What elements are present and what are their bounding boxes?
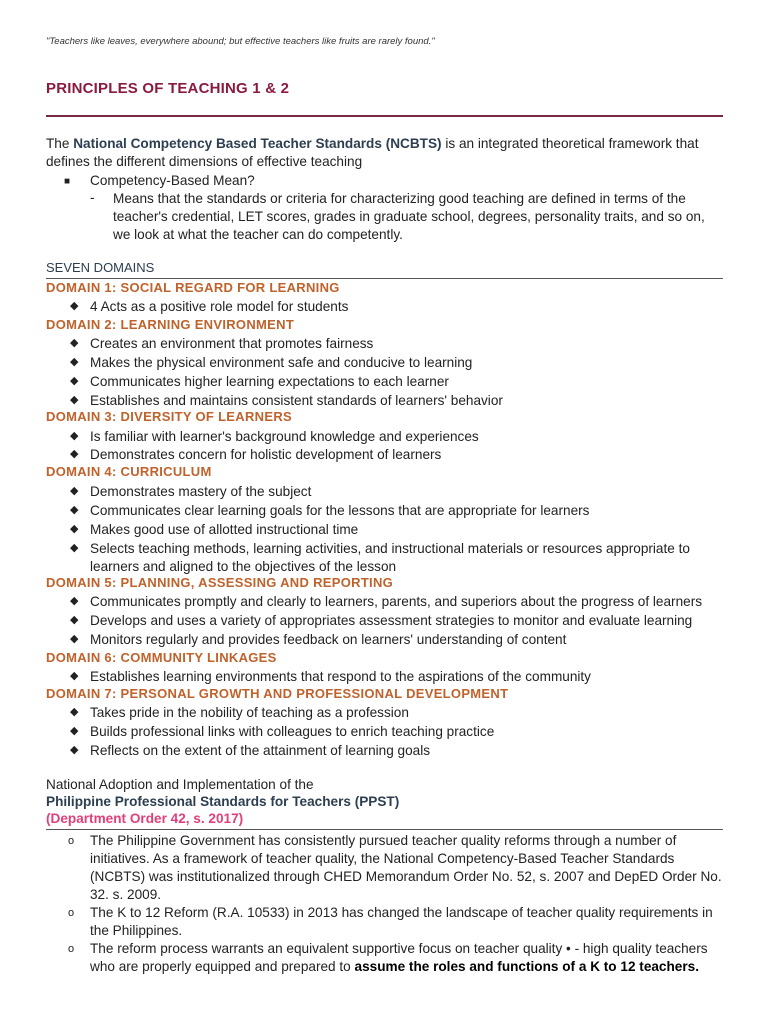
domain-item-text: Reflects on the extent of the attainment of learning goals <box>90 743 431 758</box>
diamond-bullet-icon: ◆ <box>70 300 79 312</box>
epigraph-quote: "Teachers like leaves, everywhere abound; but effective teachers like fruits are rarely found." <box>46 36 435 47</box>
diamond-bullet-icon: ◆ <box>70 375 79 387</box>
diamond-bullet-icon: ◆ <box>70 430 79 442</box>
domain-item-text: Builds professional links with colleagues to enrich teaching practice <box>90 724 495 739</box>
title-divider <box>46 115 723 117</box>
diamond-bullet-icon: ◆ <box>70 744 79 756</box>
circle-item-text-bold: assume the roles and functions of a K to 12 teachers. <box>354 959 699 974</box>
seven-domains-divider <box>46 278 723 279</box>
diamond-bullet-icon: ◆ <box>70 504 79 516</box>
intro-before: The <box>46 136 74 151</box>
circle-item-text: The K to 12 Reform (R.A. 10533) in 2013 has changed the landscape of teacher quality requirements in the Philippines. <box>90 905 713 938</box>
domain-heading: DOMAIN 2: LEARNING ENVIRONMENT <box>46 317 295 332</box>
diamond-bullet-icon: ◆ <box>70 485 79 497</box>
domain-item-text: Communicates higher learning expectations to each learner <box>90 374 449 389</box>
circle-bullet-icon: o <box>68 835 75 847</box>
diamond-bullet-icon: ◆ <box>70 394 79 406</box>
circle-bullet-icon: o <box>68 907 75 919</box>
dash-bullet-icon: - <box>90 190 95 205</box>
domain-item-text: Demonstrates concern for holistic development of learners <box>90 447 442 462</box>
domain-item-text: Demonstrates mastery of the subject <box>90 484 312 499</box>
square-bullet-text: Competency-Based Mean? <box>90 173 255 188</box>
adoption-line-1: National Adoption and Implementation of the <box>46 777 314 792</box>
domain-item-text: Creates an environment that promotes fairness <box>90 336 374 351</box>
adoption-divider <box>46 829 723 830</box>
domain-heading: DOMAIN 5: PLANNING, ASSESSING AND REPORTING <box>46 575 394 590</box>
diamond-bullet-icon: ◆ <box>70 670 79 682</box>
domain-heading: DOMAIN 7: PERSONAL GROWTH AND PROFESSIONAL DEVELOPMENT <box>46 686 509 701</box>
domain-item-text: Communicates clear learning goals for the lessons that are appropriate for learners <box>90 503 590 518</box>
domain-heading: DOMAIN 3: DIVERSITY OF LEARNERS <box>46 409 292 424</box>
diamond-bullet-icon: ◆ <box>70 706 79 718</box>
diamond-bullet-icon: ◆ <box>70 448 79 460</box>
circle-item-text: The Philippine Government has consistently pursued teacher quality reforms through a number of initiatives. As a framework of teacher quality, the National Competency-Based Teacher Standards (NCBTS) was institutionalized through CHED Memorandum Order No. 52, s. 2007 and DepED Order No. 32. s. 2009. <box>90 833 722 902</box>
page-title: PRINCIPLES OF TEACHING 1 & 2 <box>46 80 290 97</box>
domain-heading: DOMAIN 6: COMMUNITY LINKAGES <box>46 650 277 665</box>
domain-item-text: Establishes learning environments that respond to the aspirations of the community <box>90 669 591 684</box>
diamond-bullet-icon: ◆ <box>70 356 79 368</box>
circle-item-text-plain: The reform process warrants an equivalent supportive focus on teacher quality • - high quality teachers who are properly equipped and prepared to <box>90 941 708 974</box>
intro-paragraph <box>46 135 726 171</box>
intro-after: is an integrated theoretical framework that defines the different dimensions of effective teaching <box>46 136 699 169</box>
domain-item-text: Makes good use of allotted instructional time <box>90 522 359 537</box>
domain-item-text: Selects teaching methods, learning activities, and instructional materials or resources appropriate to learners and aligned to the objectives of the lesson <box>90 541 690 574</box>
diamond-bullet-icon: ◆ <box>70 725 79 737</box>
diamond-bullet-icon: ◆ <box>70 633 79 645</box>
domain-heading: DOMAIN 1: SOCIAL REGARD FOR LEARNING <box>46 280 340 295</box>
intro-bold: National Competency Based Teacher Standards (NCBTS) <box>73 136 442 151</box>
circle-item-text <box>90 940 725 976</box>
domain-item-text: 4 Acts as a positive role model for students <box>90 299 349 314</box>
domain-item-text: Monitors regularly and provides feedback on learners' understanding of content <box>90 632 567 647</box>
adoption-line-3: (Department Order 42, s. 2017) <box>46 811 244 826</box>
diamond-bullet-icon: ◆ <box>70 523 79 535</box>
diamond-bullet-icon: ◆ <box>70 337 79 349</box>
domain-item-text: Takes pride in the nobility of teaching as a profession <box>90 705 409 720</box>
domain-heading: DOMAIN 4: CURRICULUM <box>46 464 212 479</box>
adoption-line-2: Philippine Professional Standards for Teachers (PPST) <box>46 794 400 809</box>
seven-domains-heading: SEVEN DOMAINS <box>46 260 155 275</box>
diamond-bullet-icon: ◆ <box>70 542 79 554</box>
diamond-bullet-icon: ◆ <box>70 595 79 607</box>
domain-item-text: Establishes and maintains consistent standards of learners' behavior <box>90 393 503 408</box>
diamond-bullet-icon: ◆ <box>70 614 79 626</box>
dash-bullet-text: Means that the standards or criteria for characterizing good teaching are defined in terms of the teacher's credential, LET scores, grades in graduate school, degrees, personality traits, and so on, we look at what the teacher can do competently. <box>113 191 705 242</box>
circle-bullet-icon: o <box>68 943 75 955</box>
domain-item-text: Makes the physical environment safe and conducive to learning <box>90 355 473 370</box>
square-bullet-icon: ■ <box>64 176 71 187</box>
domain-item-text: Is familiar with learner's background knowledge and experiences <box>90 429 479 444</box>
domain-item-text: Communicates promptly and clearly to learners, parents, and superiors about the progress of learners <box>90 594 703 609</box>
domain-item-text: Develops and uses a variety of appropriates assessment strategies to monitor and evaluate learning <box>90 613 693 628</box>
